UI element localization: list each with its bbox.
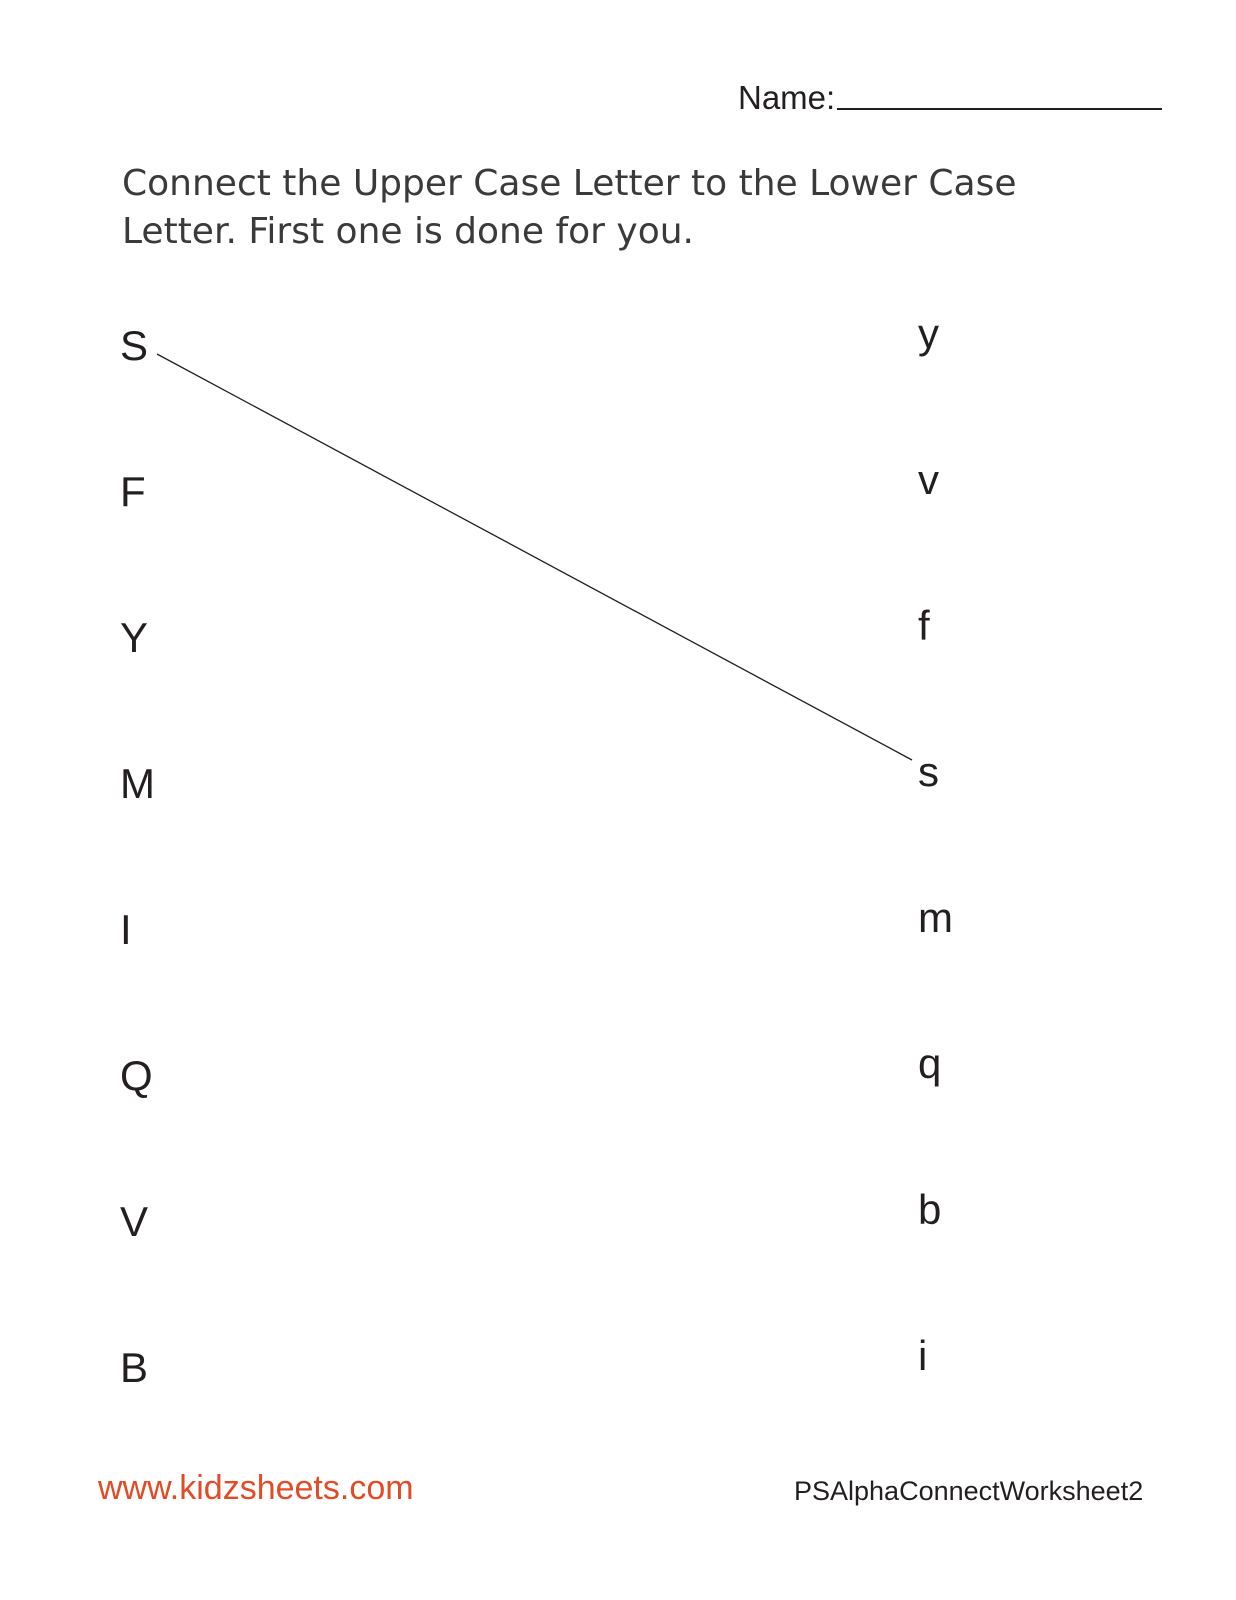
instructions <box>122 160 1022 256</box>
lowercase-letter[interactable]: m <box>918 894 953 941</box>
uppercase-letter[interactable]: V <box>120 1198 149 1245</box>
instructions-line-2: Letter. First one is done for you. <box>122 211 694 252</box>
name-field[interactable] <box>738 74 1162 118</box>
lowercase-letter[interactable]: v <box>918 456 939 503</box>
uppercase-letter[interactable]: F <box>120 468 146 515</box>
uppercase-letter[interactable]: B <box>120 1344 149 1391</box>
uppercase-letter[interactable]: Q <box>120 1052 153 1099</box>
worksheet-code: PSAlphaConnectWorksheet2 <box>794 1476 1144 1506</box>
uppercase-letter[interactable]: I <box>120 906 132 953</box>
lowercase-letter[interactable]: q <box>918 1040 942 1087</box>
example-connection-line <box>157 354 912 760</box>
lowercase-letter[interactable]: b <box>918 1186 942 1233</box>
website-link[interactable]: www.kidzsheets.com <box>98 1469 414 1507</box>
name-label: Name: <box>738 79 836 116</box>
uppercase-letter[interactable]: S <box>120 322 149 369</box>
name-blank-line[interactable] <box>837 108 1162 110</box>
uppercase-letter[interactable]: Y <box>120 614 149 661</box>
lowercase-letter[interactable]: f <box>918 602 930 649</box>
lowercase-letter[interactable]: s <box>918 748 939 795</box>
lowercase-letter[interactable]: i <box>918 1332 928 1379</box>
uppercase-letter[interactable]: M <box>120 760 155 807</box>
instructions-line-1: Connect the Upper Case Letter to the Lower Case <box>122 163 1017 204</box>
lowercase-letter[interactable]: y <box>918 310 939 357</box>
